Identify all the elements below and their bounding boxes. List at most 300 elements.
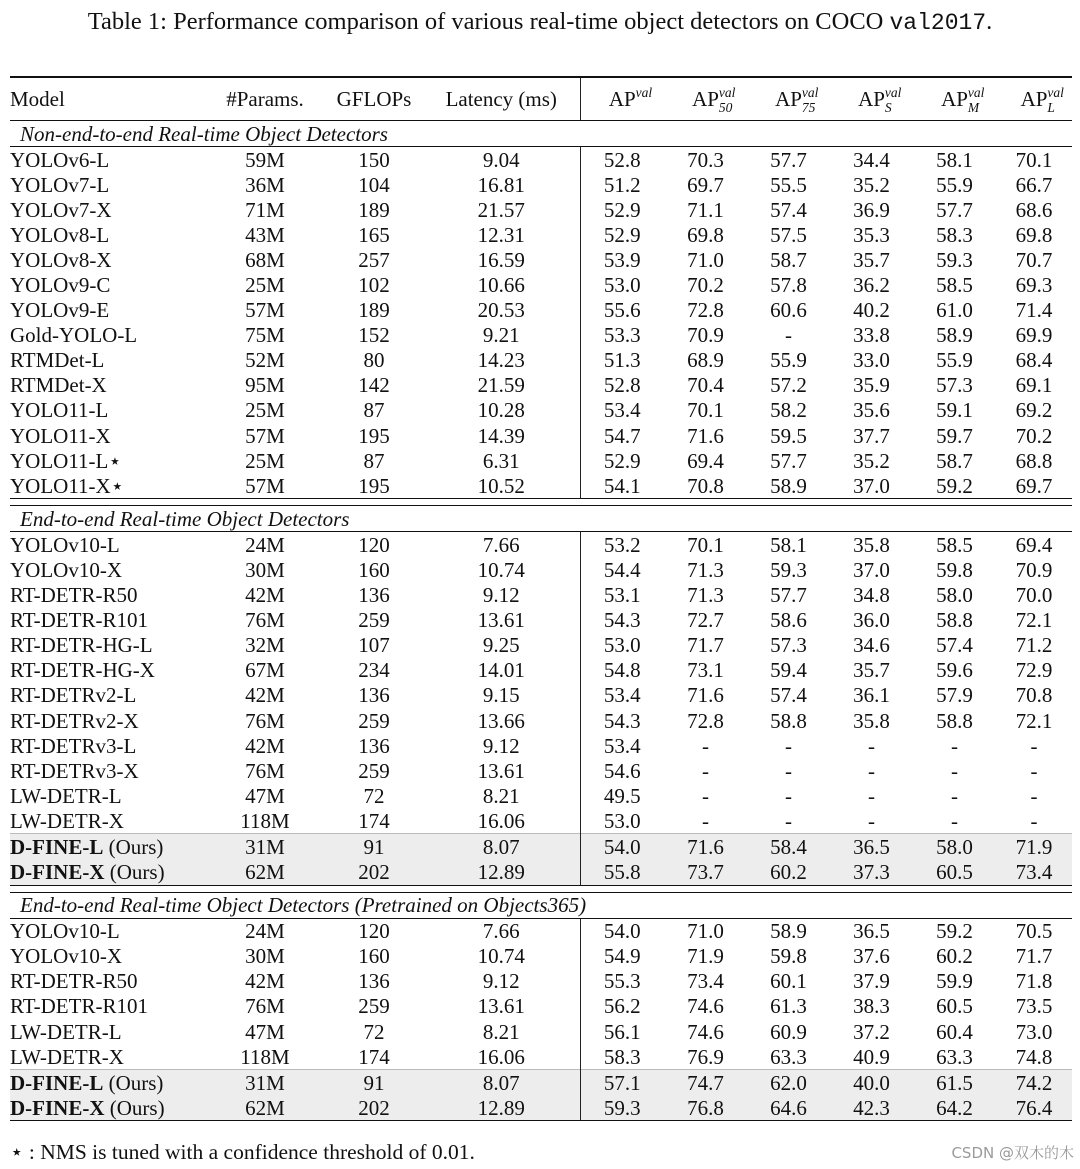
value-cell: 57.9: [936, 683, 973, 708]
value-cell: 13.61: [477, 994, 525, 1019]
value-cell: 24M: [245, 532, 285, 557]
value-cell: -: [868, 808, 875, 833]
value-cell: 70.8: [1015, 683, 1053, 708]
value-cell: -: [868, 783, 875, 808]
value-cell: 71.2: [1015, 633, 1053, 658]
model-name: D-FINE-L: [10, 834, 104, 859]
value-cell: 37.0: [853, 557, 890, 582]
value-cell: 72.1: [1015, 708, 1053, 733]
model-name-cell: LW-DETR-L: [10, 783, 122, 808]
value-cell: 35.2: [853, 448, 890, 473]
value-cell: 51.3: [580, 348, 664, 373]
model-name-cell: YOLOv10-X: [10, 944, 122, 969]
value-cell: 70.1: [687, 532, 724, 557]
header-row: [10, 77, 1072, 121]
table-row: [10, 658, 1072, 683]
value-cell: 52M: [245, 348, 285, 373]
value-cell: 54.3: [580, 708, 664, 733]
value-cell: 259: [358, 994, 390, 1019]
value-cell: 16.59: [477, 247, 525, 272]
value-cell: 57.4: [936, 633, 973, 658]
value-cell: 58.2: [770, 398, 807, 423]
value-cell: 21.59: [477, 373, 525, 398]
table-caption: [0, 6, 1080, 39]
value-cell: -: [1030, 783, 1038, 808]
model-name-cell: YOLOv7-L: [10, 172, 110, 197]
section-title: End-to-end Real-time Object Detectors (Pretrained on Objects365): [10, 892, 1072, 918]
value-cell: 72.8: [687, 708, 724, 733]
value-cell: 70.8: [664, 473, 747, 499]
model-name-cell: YOLOv9-C: [10, 273, 111, 298]
table-row: [10, 272, 1072, 297]
value-cell: 43M: [245, 222, 285, 247]
header-model: Model: [10, 77, 205, 121]
value-cell: 69.4: [687, 448, 724, 473]
value-cell: 9.25: [482, 633, 520, 658]
value-cell: 57.1: [580, 1070, 664, 1096]
value-cell: 36.5: [830, 834, 913, 860]
value-cell: 174: [358, 1044, 390, 1069]
value-cell: 70.9: [1015, 557, 1053, 582]
value-cell: -: [951, 758, 958, 783]
value-cell: 59.7: [936, 423, 973, 448]
value-cell: 13.61: [477, 608, 525, 633]
value-cell: 42.3: [830, 1095, 913, 1121]
value-cell: 259: [358, 608, 390, 633]
value-cell: 35.2: [853, 172, 890, 197]
value-cell: 52.9: [580, 222, 664, 247]
value-cell: -: [785, 733, 792, 758]
table-row-ours: [10, 1095, 1072, 1121]
value-cell: 37.0: [830, 473, 913, 499]
value-cell: 14.39: [477, 423, 525, 448]
value-cell: 70.5: [1015, 919, 1053, 944]
value-cell: 58.9: [770, 919, 807, 944]
value-cell: 72.1: [1015, 608, 1053, 633]
value-cell: 74.2: [996, 1070, 1072, 1096]
value-cell: 71.6: [687, 683, 724, 708]
value-cell: 54.7: [580, 423, 664, 448]
table-row: [10, 758, 1072, 783]
section-title: Non-end-to-end Real-time Object Detectors: [10, 121, 1072, 147]
value-cell: -: [1030, 733, 1038, 758]
value-cell: 70.2: [687, 273, 724, 298]
value-cell: 47M: [245, 1019, 285, 1044]
value-cell: 34.6: [853, 633, 890, 658]
value-cell: 31M: [205, 834, 325, 860]
value-cell: 9.21: [482, 323, 520, 348]
table-row: [10, 473, 1072, 499]
table-row: [10, 808, 1072, 834]
value-cell: 56.1: [580, 1019, 664, 1044]
value-cell: 118M: [240, 1044, 290, 1069]
value-cell: 71.9: [687, 944, 724, 969]
value-cell: 71.0: [687, 919, 724, 944]
value-cell: 14.23: [477, 348, 525, 373]
value-cell: 68.8: [1015, 448, 1053, 473]
value-cell: 10.66: [477, 273, 525, 298]
value-cell: 9.12: [482, 733, 520, 758]
value-cell: 87: [363, 448, 385, 473]
value-cell: -: [868, 758, 875, 783]
value-cell: 234: [358, 658, 390, 683]
value-cell: 8.07: [423, 1070, 580, 1096]
value-cell: 57.3: [770, 633, 807, 658]
value-cell: -: [785, 323, 792, 348]
value-cell: 55.8: [580, 860, 664, 886]
value-cell: 24M: [245, 919, 285, 944]
spacer-cell: [10, 885, 1072, 892]
value-cell: 51.2: [580, 172, 664, 197]
value-cell: 8.07: [423, 834, 580, 860]
value-cell: 37.7: [853, 423, 890, 448]
value-cell: 74.6: [687, 994, 724, 1019]
caption-suffix: .: [986, 8, 993, 35]
value-cell: 40.0: [830, 1070, 913, 1096]
model-name-cell: RT-DETRv3-X: [10, 758, 139, 783]
value-cell: 66.7: [1015, 172, 1053, 197]
value-cell: 55.9: [936, 172, 973, 197]
value-cell: 71.3: [687, 557, 724, 582]
ours-label: (Ours): [104, 1095, 165, 1120]
model-name-cell: RT-DETR-HG-L: [10, 633, 153, 658]
value-cell: 60.1: [770, 969, 807, 994]
value-cell: 67M: [245, 658, 285, 683]
table-row: [10, 633, 1072, 658]
table-row: [10, 147, 1072, 173]
value-cell: 71.6: [664, 834, 747, 860]
value-cell: 59.4: [770, 658, 807, 683]
value-cell: 34.8: [853, 583, 890, 608]
value-cell: 259: [358, 708, 390, 733]
value-cell: 57.7: [770, 448, 807, 473]
value-cell: 54.0: [580, 834, 664, 860]
value-cell: 62.0: [747, 1070, 830, 1096]
value-cell: 60.6: [770, 298, 807, 323]
section-header: [10, 121, 1072, 147]
value-cell: 62M: [205, 860, 325, 886]
model-name: D-FINE-X: [10, 860, 105, 885]
value-cell: 54.3: [580, 608, 664, 633]
header-ap75: AP val 75: [747, 77, 830, 121]
value-cell: 71.7: [687, 633, 724, 658]
value-cell: 30M: [245, 944, 285, 969]
value-cell: 52.9: [580, 448, 664, 473]
value-cell: 71.7: [1015, 944, 1053, 969]
table-row-ours: [10, 834, 1072, 860]
value-cell: 71M: [245, 197, 285, 222]
value-cell: 13.61: [477, 758, 525, 783]
table-row: [10, 197, 1072, 222]
value-cell: 25M: [245, 273, 285, 298]
value-cell: 71.6: [687, 423, 724, 448]
header-aps: AP val S: [830, 77, 913, 121]
value-cell: 53.3: [580, 323, 664, 348]
value-cell: 61.3: [770, 994, 807, 1019]
value-cell: 150: [358, 147, 390, 172]
value-cell: 74.8: [1015, 1044, 1053, 1069]
section-header: [10, 506, 1072, 532]
model-name-cell: LW-DETR-X: [10, 808, 124, 833]
watermark: CSDN @双木的木: [951, 1144, 1074, 1162]
value-cell: 95M: [245, 373, 285, 398]
value-cell: 64.6: [747, 1095, 830, 1121]
header-ap50: AP val 50: [664, 77, 747, 121]
value-cell: 72: [363, 1019, 385, 1044]
model-name-cell: YOLO11-X: [10, 423, 111, 448]
value-cell: 195: [358, 423, 390, 448]
value-cell: 25M: [245, 398, 285, 423]
table-row: [10, 1044, 1072, 1070]
section-header: [10, 892, 1072, 918]
value-cell: 54.8: [580, 658, 664, 683]
value-cell: 59.8: [936, 557, 973, 582]
model-name-cell: [10, 1070, 205, 1096]
section-title: End-to-end Real-time Object Detectors: [10, 506, 1072, 532]
value-cell: 107: [358, 633, 390, 658]
value-cell: -: [868, 733, 875, 758]
model-name-cell: RTMDet-X: [10, 373, 107, 398]
value-cell: 70.1: [687, 398, 724, 423]
value-cell: 58.8: [936, 608, 973, 633]
table-row: [10, 783, 1072, 808]
value-cell: 25M: [245, 448, 285, 473]
value-cell: 8.21: [482, 1019, 520, 1044]
value-cell: 57.2: [770, 373, 807, 398]
value-cell: 31M: [205, 1070, 325, 1096]
model-name-cell: LW-DETR-L: [10, 1019, 122, 1044]
value-cell: 58.0: [913, 834, 996, 860]
value-cell: 60.5: [913, 860, 996, 886]
value-cell: 14.01: [477, 658, 525, 683]
value-cell: 54.6: [580, 758, 664, 783]
value-cell: 9.15: [482, 683, 520, 708]
value-cell: 12.31: [477, 222, 525, 247]
value-cell: 59.3: [770, 557, 807, 582]
value-cell: 76M: [245, 708, 285, 733]
model-name-cell: YOLOv8-X: [10, 247, 112, 272]
value-cell: 76M: [245, 994, 285, 1019]
value-cell: 68.9: [687, 348, 724, 373]
table-row: [10, 532, 1072, 558]
value-cell: 53.1: [580, 583, 664, 608]
value-cell: 13.66: [477, 708, 525, 733]
table-row: [10, 583, 1072, 608]
value-cell: 57.4: [770, 197, 807, 222]
value-cell: 36M: [245, 172, 285, 197]
model-name-cell: YOLOv10-X: [10, 557, 122, 582]
value-cell: 54.0: [580, 918, 664, 944]
value-cell: 58.0: [936, 583, 973, 608]
value-cell: 8.21: [482, 783, 520, 808]
value-cell: -: [702, 783, 709, 808]
value-cell: 40.2: [853, 298, 890, 323]
value-cell: 68.4: [1015, 348, 1053, 373]
value-cell: -: [785, 808, 792, 833]
value-cell: 104: [358, 172, 390, 197]
value-cell: 73.0: [1015, 1019, 1053, 1044]
value-cell: -: [1030, 808, 1038, 833]
value-cell: 53.0: [580, 272, 664, 297]
value-cell: -: [951, 783, 958, 808]
value-cell: 70.3: [687, 147, 724, 172]
value-cell: 42M: [245, 583, 285, 608]
value-cell: 59.1: [936, 398, 973, 423]
value-cell: -: [785, 758, 792, 783]
value-cell: 59.3: [580, 1095, 664, 1121]
model-name-cell: YOLO11-L⋆: [10, 448, 122, 473]
value-cell: 189: [358, 197, 390, 222]
value-cell: 58.1: [936, 147, 973, 172]
value-cell: 70.4: [687, 373, 724, 398]
value-cell: 59M: [245, 147, 285, 172]
table-row: [10, 398, 1072, 423]
header-gflops: GFLOPs: [325, 77, 423, 121]
value-cell: 16.06: [477, 1044, 525, 1069]
value-cell: 202: [325, 1095, 423, 1121]
value-cell: 72.7: [687, 608, 724, 633]
value-cell: 9.04: [482, 147, 520, 172]
value-cell: 35.9: [853, 373, 890, 398]
value-cell: 70.1: [1015, 147, 1053, 172]
value-cell: 160: [358, 944, 390, 969]
value-cell: 71.3: [687, 583, 724, 608]
value-cell: 74.7: [664, 1070, 747, 1096]
value-cell: 76.9: [687, 1044, 724, 1069]
value-cell: 202: [325, 860, 423, 886]
value-cell: 35.3: [853, 222, 890, 247]
model-name-cell: [10, 834, 205, 860]
value-cell: 53.4: [580, 398, 664, 423]
value-cell: 59.5: [770, 423, 807, 448]
value-cell: 60.4: [936, 1019, 973, 1044]
value-cell: 53.0: [580, 808, 664, 834]
model-name-cell: YOLOv7-X: [10, 197, 112, 222]
value-cell: 68.6: [1015, 197, 1053, 222]
value-cell: 59.2: [913, 473, 996, 499]
table-row-ours: [10, 860, 1072, 886]
value-cell: 59.9: [936, 969, 973, 994]
value-cell: -: [951, 733, 958, 758]
header-ap: AP val: [580, 77, 664, 121]
value-cell: 58.6: [770, 608, 807, 633]
model-name: D-FINE-L: [10, 1070, 104, 1095]
value-cell: 80: [363, 348, 385, 373]
value-cell: 58.7: [770, 247, 807, 272]
value-cell: 69.8: [1015, 222, 1053, 247]
value-cell: 9.12: [482, 583, 520, 608]
value-cell: 58.9: [936, 323, 973, 348]
model-name-cell: RT-DETRv2-L: [10, 683, 137, 708]
value-cell: 35.8: [853, 708, 890, 733]
value-cell: 63.3: [770, 1044, 807, 1069]
table-row: [10, 373, 1072, 398]
value-cell: 120: [358, 532, 390, 557]
value-cell: 35.6: [853, 398, 890, 423]
model-name-cell: [10, 1095, 205, 1121]
value-cell: 72.8: [687, 298, 724, 323]
value-cell: 91: [325, 1070, 423, 1096]
value-cell: -: [702, 733, 709, 758]
value-cell: 36.5: [853, 919, 890, 944]
value-cell: 61.5: [913, 1070, 996, 1096]
ours-label: (Ours): [103, 834, 164, 859]
footnote: [10, 1140, 475, 1165]
value-cell: 189: [358, 298, 390, 323]
value-cell: 59.8: [770, 944, 807, 969]
ours-label: (Ours): [104, 860, 165, 885]
value-cell: 136: [358, 583, 390, 608]
value-cell: 36.9: [853, 197, 890, 222]
model-name-cell: YOLO11-L: [10, 398, 109, 423]
value-cell: 142: [358, 373, 390, 398]
value-cell: 152: [358, 323, 390, 348]
value-cell: 174: [358, 808, 390, 833]
value-cell: 58.4: [747, 834, 830, 860]
model-name: D-FINE-X: [10, 1095, 105, 1120]
value-cell: 38.3: [853, 994, 890, 1019]
footnote-symbol: ⋆: [10, 1140, 24, 1164]
header-apl: AP val L: [996, 77, 1072, 121]
value-cell: 30M: [245, 557, 285, 582]
value-cell: 9.12: [482, 969, 520, 994]
value-cell: 71.0: [687, 247, 724, 272]
value-cell: 73.1: [687, 658, 724, 683]
value-cell: 52.8: [580, 373, 664, 398]
table-row: [10, 733, 1072, 758]
value-cell: -: [1030, 758, 1038, 783]
value-cell: -: [702, 808, 709, 833]
header-latency: Latency (ms): [423, 77, 580, 121]
model-name-cell: RT-DETR-R101: [10, 608, 148, 633]
value-cell: 74.6: [687, 1019, 724, 1044]
table-row: [10, 994, 1072, 1019]
model-name-cell: YOLO11-X⋆: [10, 473, 205, 499]
model-name-cell: [10, 860, 205, 886]
value-cell: 68M: [245, 247, 285, 272]
value-cell: 42M: [245, 733, 285, 758]
model-name-cell: Gold-YOLO-L: [10, 323, 138, 348]
value-cell: 36.2: [853, 273, 890, 298]
table-row: [10, 944, 1072, 969]
value-cell: 70.0: [1015, 583, 1053, 608]
value-cell: 73.4: [996, 860, 1072, 886]
value-cell: 69.2: [1015, 398, 1053, 423]
value-cell: 49.5: [580, 783, 664, 808]
value-cell: 76M: [245, 608, 285, 633]
value-cell: 70.2: [1015, 423, 1053, 448]
value-cell: 58.8: [770, 708, 807, 733]
value-cell: 160: [358, 557, 390, 582]
value-cell: 37.9: [853, 969, 890, 994]
value-cell: 55.5: [770, 172, 807, 197]
table-row: [10, 448, 1072, 473]
value-cell: 57.4: [770, 683, 807, 708]
spacer-cell: [10, 499, 1072, 506]
value-cell: 33.8: [853, 323, 890, 348]
value-cell: 70.7: [1015, 247, 1053, 272]
section-spacer: [10, 885, 1072, 892]
model-name-cell: RT-DETRv2-X: [10, 708, 139, 733]
value-cell: 259: [358, 758, 390, 783]
value-cell: 60.5: [936, 994, 973, 1019]
value-cell: 55.9: [770, 348, 807, 373]
value-cell: 69.1: [1015, 373, 1053, 398]
value-cell: 6.31: [482, 448, 520, 473]
value-cell: 71.8: [1015, 969, 1053, 994]
value-cell: 47M: [245, 783, 285, 808]
model-name-cell: YOLOv6-L: [10, 147, 110, 172]
